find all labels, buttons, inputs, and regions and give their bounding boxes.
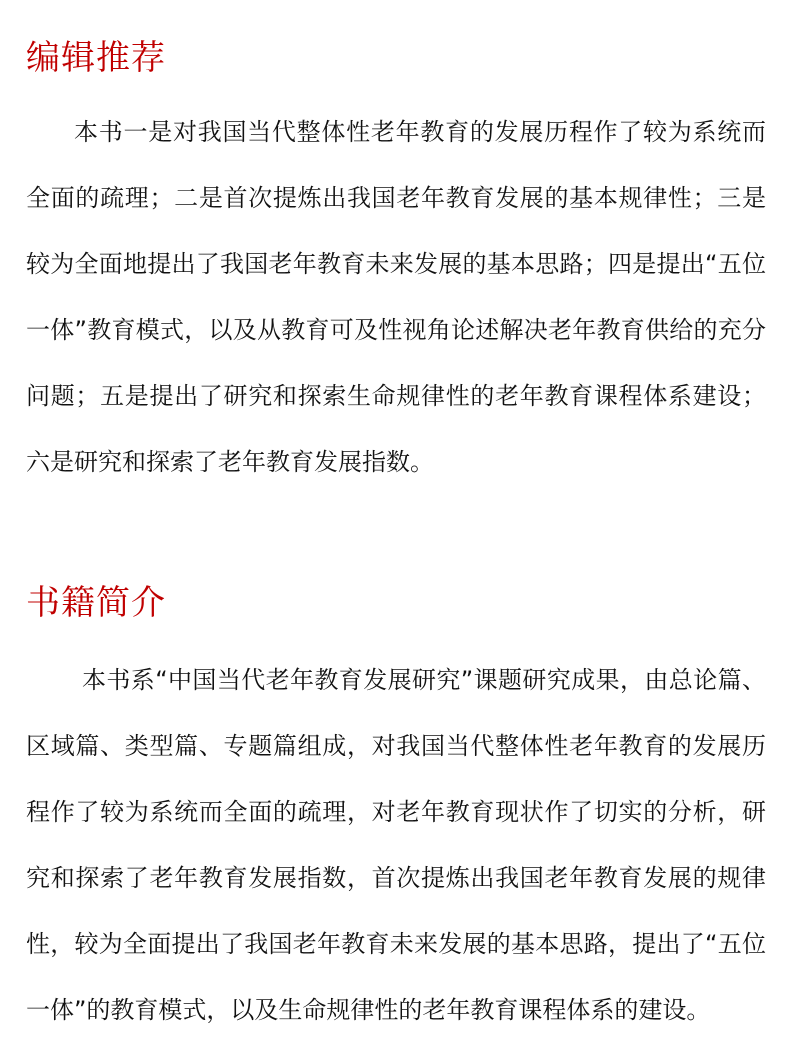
editor-recommendation-section — [26, 38, 766, 495]
book-intro-body: 本书系“中国当代老年教育发展研究”课题研究成果，由总论篇、区域篇、类型篇、专题篇组成，对我国当代整体性老年教育的发展历程作了较为系统而全面的疏理，对老年教育现状作了切实的分析，研究和探索了老年教育发展指数，首次提炼出我国老年教育发展的规律性，较为全面提出了我国老年教育未来发展的基本思路，提出了“五位一体”的教育模式，以及生命规律性的老年教育课程体系的建设。 — [26, 666, 766, 1024]
book-intro-section — [26, 583, 766, 1043]
book-intro-title: 书籍简介 — [26, 583, 166, 623]
editor-recommendation-body: 本书一是对我国当代整体性老年教育的发展历程作了较为系统而全面的疏理；二是首次提炼出我国老年教育发展的基本规律性；三是较为全面地提出了我国老年教育未来发展的基本思路；四是提出“五位一体”教育模式，以及从教育可及性视角论述解决老年教育供给的充分问题；五是提出了研究和探索生命规律性的老年教育课程体系建设；六是研究和探索了老年教育发展指数。 — [26, 118, 766, 476]
editor-recommendation-title: 编辑推荐 — [26, 38, 166, 78]
